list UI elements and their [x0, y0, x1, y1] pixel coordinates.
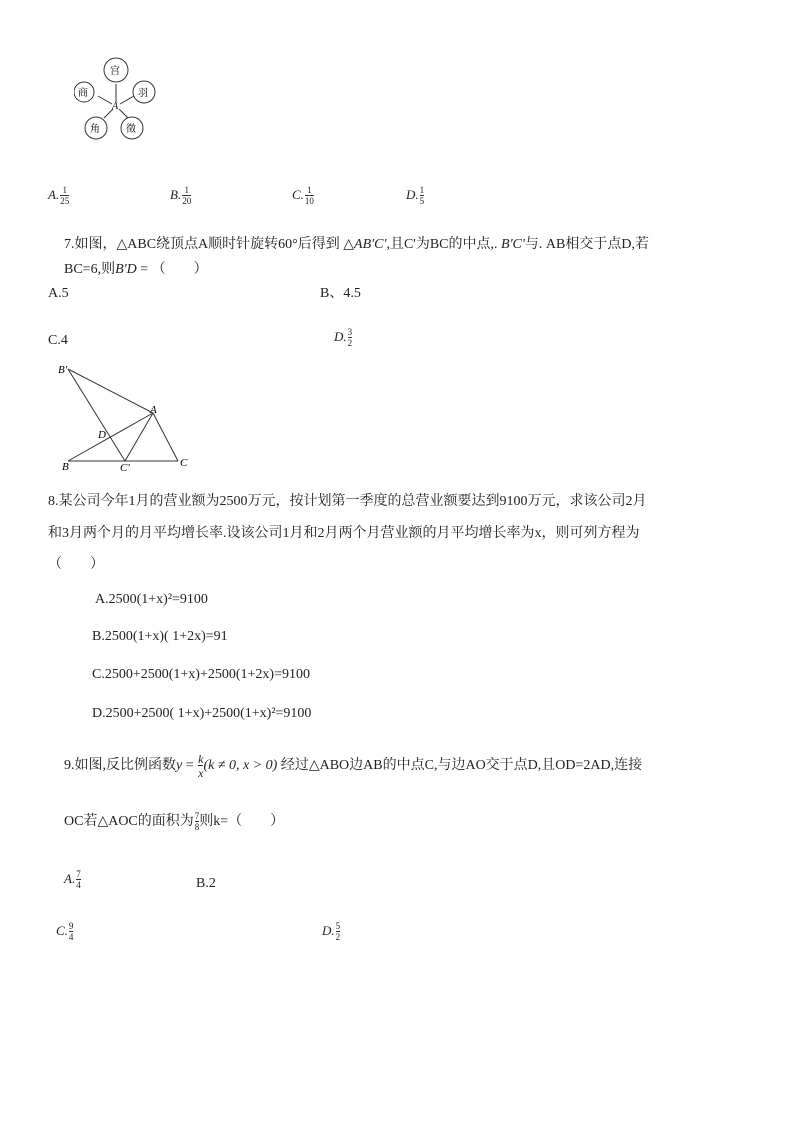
- label-c-prime: C': [120, 462, 130, 474]
- flower-center-label: A: [112, 101, 119, 112]
- label-c: C: [180, 457, 188, 469]
- q9-stem-line2: OC若△AOC的面积为 $\frac{7}{8}$ 则k=（ ）: [64, 811, 285, 832]
- fraction: $\frac{1}{10}$: [304, 185, 314, 206]
- q9-option-c[interactable]: C. $\frac{9}{4}$: [56, 921, 74, 942]
- q8-option-c[interactable]: C.2500+2500(1+x)+2500(1+2x)=9100: [92, 667, 310, 682]
- q8-option-b[interactable]: B.2500(1+x)( 1+2x)=91: [92, 629, 228, 644]
- q7-stem-line2: BC=6,则B'D = （ ）: [64, 262, 208, 277]
- q9-option-a[interactable]: A. $\frac{7}{4}$: [64, 869, 81, 890]
- q7-option-d[interactable]: D. $\frac{3}{2}$: [334, 327, 353, 348]
- fraction: $\frac{3}{2}$: [347, 327, 353, 348]
- q8-option-d[interactable]: D.2500+2500( 1+x)+2500(1+x)²=9100: [92, 706, 312, 721]
- q8-stem-line1: 8.某公司今年1月的营业额为2500万元，按计划第一季度的总营业额要达到9100万元，求该公司2月: [48, 494, 647, 509]
- fraction: $\frac{k}{x}$: [198, 752, 204, 780]
- q6-option-c[interactable]: C. $\frac{1}{10}$: [292, 185, 314, 206]
- flower-figure: [74, 54, 156, 142]
- fraction: $\frac{5}{2}$: [335, 921, 341, 942]
- q9-stem-line1: 9.如图,反比例函数y = $\frac{k}{x}$ (k ≠ 0, x > 0) 经过△ABO边AB的中点C,与边AO交于点D,且OD=2AD,连接: [64, 752, 643, 780]
- petal-label: 徵: [126, 124, 136, 135]
- q7-triangle-figure: [54, 360, 204, 475]
- q7-stem-line1: 7.如图，△ABC绕顶点A顺时针旋转60°后得到 △AB'C',且C'为BC的中点,. B'C'与. AB相交于点D,若: [64, 237, 649, 252]
- q6-option-a[interactable]: A. $\frac{1}{25}$: [48, 185, 70, 206]
- q8-option-a[interactable]: A.2500(1+x)²=9100: [95, 592, 208, 607]
- fraction: $\frac{1}{25}$: [60, 185, 70, 206]
- fraction: $\frac{7}{8}$: [194, 811, 200, 832]
- fraction: $\frac{9}{4}$: [68, 921, 74, 942]
- q6-option-d[interactable]: D. $\frac{1}{5}$: [406, 185, 425, 206]
- q7-option-b[interactable]: B、4.5: [320, 286, 361, 301]
- fraction: $\frac{7}{4}$: [76, 869, 81, 890]
- petal-label: 商: [78, 88, 88, 99]
- q8-stem-line3: （ ）: [48, 557, 104, 572]
- label-d: D: [98, 429, 106, 441]
- petal-label: 角: [90, 124, 100, 135]
- label-b: B: [62, 461, 69, 473]
- q6-option-b[interactable]: B. $\frac{1}{20}$: [170, 185, 192, 206]
- q9-option-d[interactable]: D. $\frac{5}{2}$: [322, 921, 341, 942]
- fraction: $\frac{1}{5}$: [419, 185, 425, 206]
- label-b-prime: B': [58, 364, 68, 376]
- label-a: A: [150, 404, 157, 416]
- q9-option-b[interactable]: B.2: [196, 876, 216, 891]
- q8-stem-line2: 和3月两个月的月平均增长率.设该公司1月和2月两个月营业额的月平均增长率为x，则可列方程为: [48, 526, 640, 541]
- petal-label: 羽: [138, 88, 148, 99]
- q7-option-a[interactable]: A.5: [48, 286, 69, 301]
- petal-label: 宫: [110, 66, 120, 77]
- q7-option-c[interactable]: C.4: [48, 333, 68, 348]
- fraction: $\frac{1}{20}$: [182, 185, 192, 206]
